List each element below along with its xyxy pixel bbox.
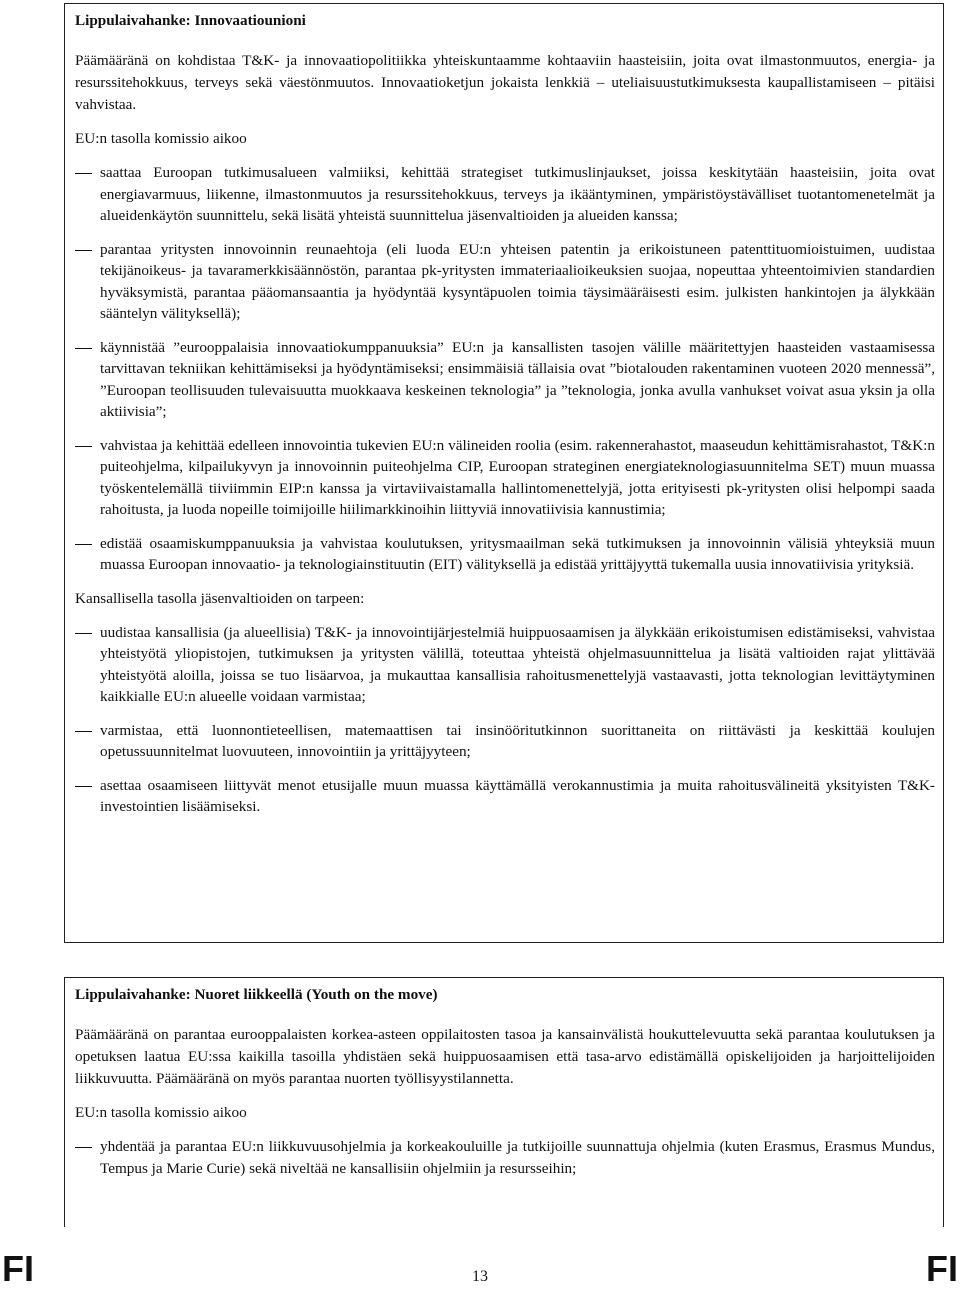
- list-item: yhdentää ja parantaa EU:n liikkuvuusohjelmia ja korkeakouluille ja tutkijoille suunnattuja ohjelmia (kuten Erasmus, Erasmus Mundus, Tempus ja Marie Curie) sekä niveltää ne kansallisiin ohjelmiin ja resursseihin;: [75, 1136, 935, 1179]
- list-item: parantaa yritysten innovoinnin reunaehtoja (eli luoda EU:n yhteisen patentin ja erikoistuneen patenttituomioistuimen, uudistaa tekijänoikeus- ja tavaramerkkisäännöstön, parantaa pk-yritysten immateriaalioikeuksien suojaa, nopeuttaa yhteentoimivien standardien hyväksymistä, parantaa pääomansaantia ja hyödyntää kysyntäpuolen toimia täysimääräisesti esim. julkisten hankintojen ja älykkään sääntelyn välityksellä);: [75, 239, 935, 325]
- national-level-lead: Kansallisella tasolla jäsenvaltioiden on tarpeen:: [75, 589, 365, 607]
- list-item: varmistaa, että luonnontieteellisen, matemaattisen tai insinööritutkinnon suorittaneita on riittävästi ja keskittää koulujen opetussuunnitelmat luovuuteen, innovointiin ja yrittäjyyteen;: [75, 720, 935, 763]
- list-item: vahvistaa ja kehittää edelleen innovointia tukevien EU:n välineiden roolia (esim. rakennerahastot, maaseudun kehittämisrahastot, T&K:n puiteohjelma, kilpailukyvyn ja innovoinnin puiteohjelma CIP, Euroopan strateginen energiateknologiasuunnitelma SET) muun muassa työskentelemällä tiiviimmin EIP:n kanssa ja virtaviivaistamalla hallintomenettelyjä, jotta erityisesti pk-yritysten olisi helpompi saada rahoitusta, ja luoda nopeille toimijoille hiilimarkkinoihin liittyviä innovatiivisia kannustimia;: [75, 435, 935, 521]
- list-item: saattaa Euroopan tutkimusalueen valmiiksi, kehittää strategiset tutkimuslinjaukset, joissa keskitytään haasteisiin, joita ovat energiavarmuus, liikenne, ilmastonmuutos ja resurssitehokkuus, terveys ja ikääntyminen, ympäristöystävälliset tuotantomenetelmät ja alueidenkäytön suunnittelu, sekä lisätä yhteistä suunnittelua jäsenvaltioiden ja alueiden kanssa;: [75, 162, 935, 227]
- national-level-list: [75, 622, 935, 818]
- eu-level-list: [75, 162, 935, 576]
- list-item: edistää osaamiskumppanuuksia ja vahvistaa koulutuksen, yritysmaailman sekä tutkimuksen ja innovoinnin välisiä yhteyksiä muun muassa Euroopan innovaatio- ja teknologiainstituutin (EIT) välityksellä ja edistää yrittäjyyttä tukemalla uusia innovatiivisia yrityksiä.: [75, 533, 935, 576]
- eu-level-lead: EU:n tasolla komissio aikoo: [75, 130, 247, 147]
- box-title: Lippulaivahanke: Innovaatiounioni: [75, 12, 306, 29]
- page-number: 13: [472, 1268, 488, 1285]
- language-code-right: FI: [926, 1248, 958, 1289]
- list-item: käynnistää ”eurooppalaisia innovaatiokumppanuuksia” EU:n ja kansallisten tasojen välille määritettyjen haasteiden vastaamisessa tarvittavan tekniikan kehittämiseksi ja hyödyntämiseksi; ensimmäisiä tällaisia ovat ”biotalouden rakentaminen vuoteen 2020 mennessä”, ”Euroopan teollisuuden tulevaisuutta muokkaava keskeinen teknologia” ja ”teknologia, jonka avulla vanhukset voivat asua yksin ja olla aktiivisia”;: [75, 337, 935, 423]
- list-item: asettaa osaamiseen liittyvät menot etusijalle muun muassa käyttämällä verokannustimia ja muita rahoitusvälineitä yksityisten T&K-investointien lisäämiseksi.: [75, 775, 935, 818]
- list-item: uudistaa kansallisia (ja alueellisia) T&K- ja innovointijärjestelmiä huippuosaamisen ja älykkään erikoistumisen edistämiseksi, vahvistaa yhteistyötä yliopistojen, tutkimuksen ja yritysten välillä, toteuttaa yhteistä ohjelmasuunnittelua ja lisätä valtioiden rajat ylittävää yhteistyötä aloilla, joissa se tuo lisäarvoa, ja mukauttaa kansallisia rahoitusmenettelyjä vastaavasti, jotta teknologian levittäytyminen kaikkialle EU:n alueelle voidaan varmistaa;: [75, 622, 935, 708]
- language-code-left: FI: [2, 1248, 34, 1289]
- intro-paragraph: Päämääränä on parantaa eurooppalaisten korkea-asteen oppilaitosten tasoa ja kansainvälistä houkuttelevuutta sekä parantaa koulutuksen ja opetuksen laatua EU:ssa kaikilla tasoilla yhdistäen sekä huippuosaamisen että tasa-arvo edistämällä opiskelijoiden ja harjoittelijoiden liikkuvuutta. Päämääränä on myös parantaa nuorten työllisyystilannetta.: [75, 1026, 935, 1087]
- eu-level-list: [75, 1136, 935, 1179]
- flagship-box-innovation-union: [64, 3, 944, 943]
- eu-level-lead: EU:n tasolla komissio aikoo: [75, 1104, 247, 1121]
- box-title: Lippulaivahanke: Nuoret liikkeellä (Youth on the move): [75, 986, 438, 1003]
- flagship-box-youth-on-the-move: [64, 977, 944, 1227]
- intro-paragraph: Päämääränä on kohdistaa T&K- ja innovaatiopolitiikka yhteiskuntaamme kohtaaviin haasteisiin, joita ovat ilmastonmuutos, energia- ja resurssitehokkuus, terveys sekä väestönmuutos. Innovaatioketjun jokaista lenkkiä – uteliaisuustutkimuksesta kaupallistamiseen – pitäisi vahvistaa.: [75, 52, 935, 113]
